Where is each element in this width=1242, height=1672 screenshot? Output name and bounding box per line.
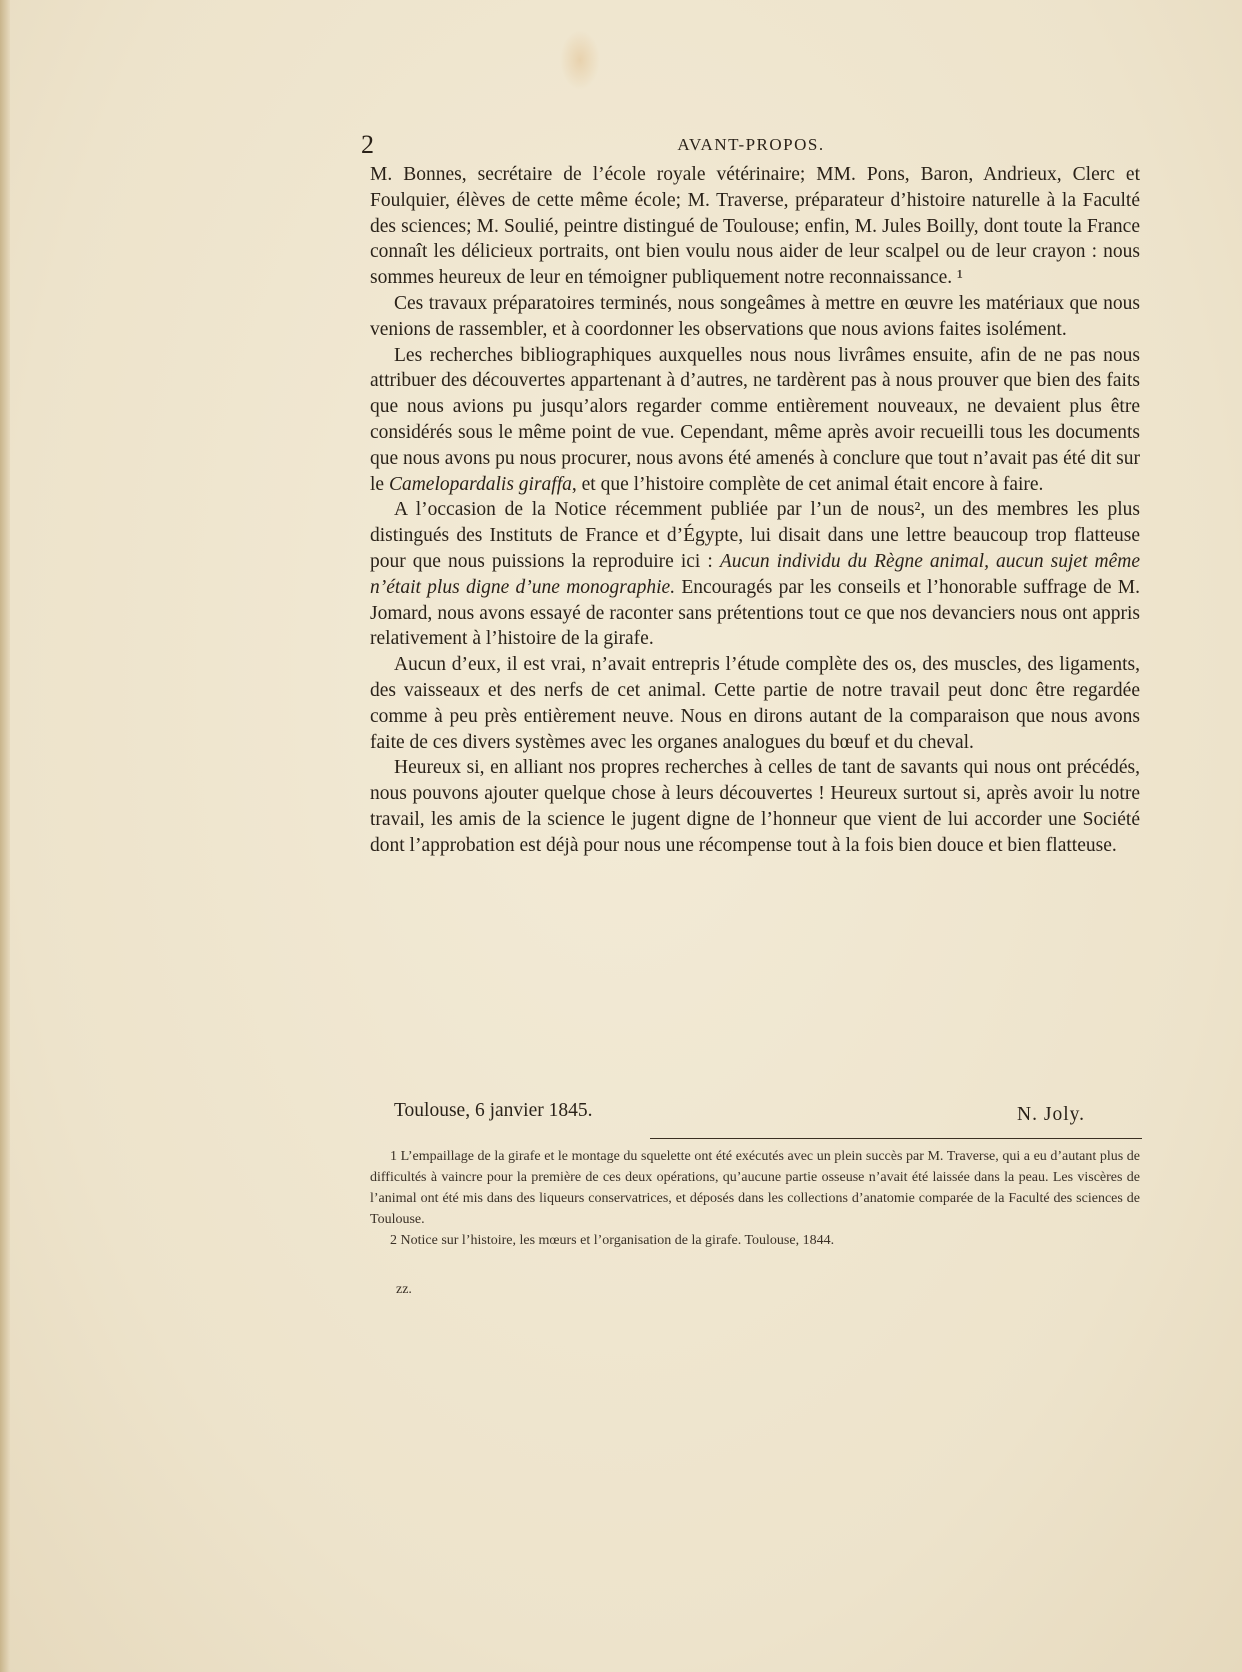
page-header xyxy=(361,130,1141,160)
place-date: Toulouse, 6 janvier 1845. xyxy=(394,1100,593,1121)
page-number: 2 xyxy=(361,130,374,159)
footnote: 1 L’empaillage de la girafe et le montage du squelette ont été exécutés avec un plein succès par M. Traverse, qui a eu d’autant plus de difficultés à vaincre pour la première de ces deux opérations, qu’aucune partie osseuse n’avait été laissée dans la peau. Les viscères de l’animal ont été mis dans des liqueurs conservatrices, et déposés dans les collections d’anatomie comparée de la Faculté des sciences de Toulouse. xyxy=(370,1149,1140,1227)
text-run: Encouragés par les conseils et l’honorable suffrage de M. Jomard, nous avons essayé de raconter sans prétentions tout ce que nos devanciers nous ont appris relativement à l’histoire de la girafe. xyxy=(370,576,1140,650)
text-run: , et que l’histoire complète de cet animal était encore à faire. xyxy=(571,473,1044,495)
author-name: N. Joly. xyxy=(1017,1104,1085,1125)
text-run: Ces travaux préparatoires terminés, nous songeâmes à mettre en œuvre les matériaux que nous venions de rassembler, et à coordonner les observations que nous avions faites isolément. xyxy=(370,292,1140,340)
footnotes xyxy=(370,1146,1140,1251)
paragraph xyxy=(370,652,1140,755)
text-run: A l’occasion de la Notice récemment publiée par l’un de nous², un des membres les plus distingués des Instituts de France et d’Égypte, lui disait dans une lettre beaucoup trop flatteuse pour que nous puissions la reproduire ici : xyxy=(370,499,1140,572)
text-run: Les recherches bibliographiques auxquelles nous nous livrâmes ensuite, afin de ne pas nous attribuer des découvertes appartenant à d’autres, ne tardèrent pas à nous prouver que bien des faits que nous avions pu jusqu’alors regarder comme entièrement nouveaux, ne devaient plus être considérés sous le même point de vue. Cependant, même après avoir recueilli tous les documents que nous avons pu nous procurer, nous avons été amenés à conclure que tout n’avait pas été dit sur le xyxy=(370,344,1140,495)
footnote-rule xyxy=(650,1138,1142,1139)
italic-text: Aucun individu du Règne animal, aucun sujet même n’était plus digne d’une monographie. xyxy=(370,550,1141,598)
signature-mark: zz. xyxy=(396,1282,412,1297)
paragraph xyxy=(370,497,1140,652)
footnote: 2 Notice sur l’histoire, les mœurs et l’organisation de la girafe. Toulouse, 1844. xyxy=(390,1233,835,1248)
italic-text: Camelopardalis giraffa xyxy=(388,473,572,495)
paragraph xyxy=(370,755,1140,858)
paragraph xyxy=(370,162,1140,291)
page-edge xyxy=(0,0,10,1672)
text-run: M. Bonnes, secrétaire de l’école royale vétérinaire; MM. Pons, Baron, Andrieux, Clerc et Foulquier, élèves de cette même école; M. Traverse, préparateur d’histoire naturelle à la Faculté des sciences; M. Soulié, peintre distingué de Toulouse; enfin, M. Jules Boilly, dont toute la France connaît les délicieux portraits, ont bien voulu nous aider de leur scalpel ou de leur crayon : nous sommes heureux de leur en témoigner publiquement notre reconnaissance. ¹ xyxy=(370,164,1140,289)
text-run: Aucun d’eux, il est vrai, n’avait entrepris l’étude complète des os, des muscles, des ligaments, des vaisseaux et des nerfs de cet animal. Cette partie de notre travail peut donc être regardée comme à peu près entièrement neuve. Nous en dirons autant de la comparaison que nous avons faite de ces divers systèmes avec les organes analogues du bœuf et du cheval. xyxy=(370,654,1140,753)
paragraph xyxy=(370,291,1140,343)
paper-stain xyxy=(560,30,600,90)
paragraph xyxy=(370,343,1140,498)
running-title: AVANT-PROPOS. xyxy=(677,135,825,154)
text-run: Heureux si, en alliant nos propres recherches à celles de tant de savants qui nous ont précédés, nous pouvons ajouter quelque chose à leurs découvertes ! Heureux surtout si, après avoir lu notre travail, les amis de la science le jugent digne de l’honneur que vient de lui accorder une Société dont l’approbation est déjà pour nous une récompense tout à la fois bien douce et bien flatteuse. xyxy=(370,757,1140,856)
body-text xyxy=(370,162,1140,859)
signature-line xyxy=(370,1097,1140,1125)
